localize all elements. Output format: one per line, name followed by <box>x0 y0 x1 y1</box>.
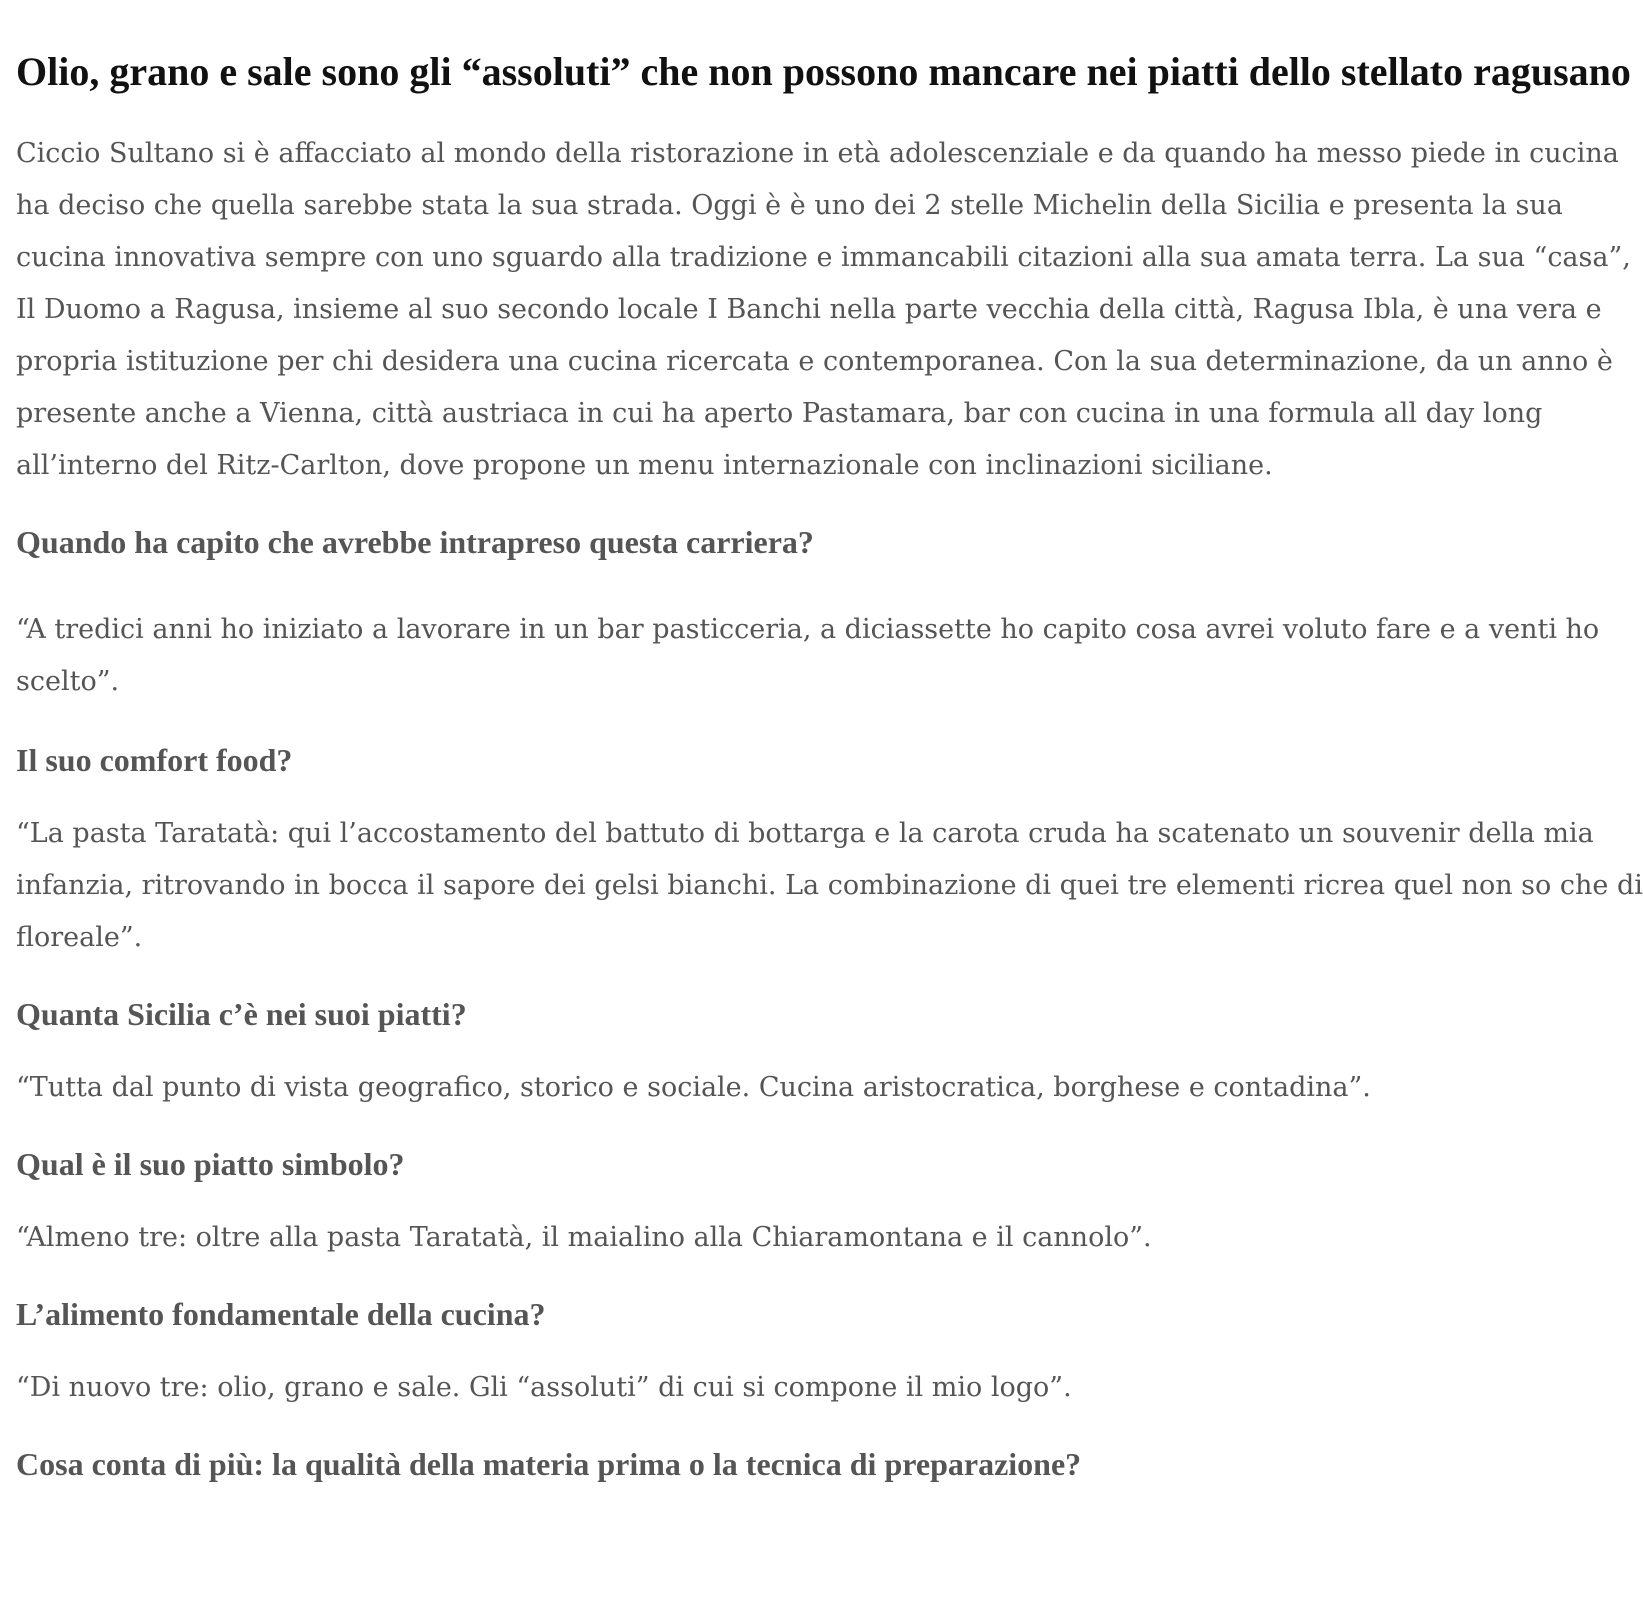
answer-paragraph: “A tredici anni ho iniziato a lavorare in un bar pasticceria, a diciassette ho capito cosa avrei voluto fare e a venti ho scelto”. <box>16 614 1600 697</box>
question-heading: Quanta Sicilia c’è nei suoi piatti? <box>16 996 467 1032</box>
question-heading: Il suo comfort food? <box>16 742 293 778</box>
article <box>16 40 1643 1490</box>
article-intro: Ciccio Sultano si è affacciato al mondo della ristorazione in età adolescenziale e da quando ha messo piede in cucina ha deciso che quella sarebbe stata la sua strada. Oggi è è uno dei 2 stelle Michelin della Sicilia e presenta la sua cucina innovativa sempre con uno sguardo alla tradizione e immancabili citazioni alla sua amata terra. La sua “casa”, Il Duomo a Ragusa, insieme al suo secondo locale I Banchi nella parte vecchia della città, Ragusa Ibla, è una vera e propria istituzione per chi desidera una cucina ricercata e contemporanea. Con la sua determinazione, da un anno è presente anche a Vienna, città austriaca in cui ha aperto Pastamara, bar con cucina in una formula all day long all’interno del Ritz-Carlton, dove propone un menu internazionale con inclinazioni siciliane. <box>16 138 1631 481</box>
article-title: Olio, grano e sale sono gli “assoluti” che non possono mancare nei piatti dello stellato ragusano <box>16 49 1631 94</box>
answer-paragraph: “Di nuovo tre: olio, grano e sale. Gli “assoluti” di cui si compone il mio logo”. <box>16 1372 1072 1403</box>
question-heading: Cosa conta di più: la qualità della materia prima o la tecnica di preparazione? <box>16 1446 1082 1482</box>
answer-paragraph: “Almeno tre: oltre alla pasta Taratatà, il maialino alla Chiaramontana e il cannolo”. <box>16 1222 1152 1253</box>
answer-paragraph: “Tutta dal punto di vista geografico, storico e sociale. Cucina aristocratica, borghese e contadina”. <box>16 1072 1371 1103</box>
question-heading: Qual è il suo piatto simbolo? <box>16 1146 405 1182</box>
question-heading: L’alimento fondamentale della cucina? <box>16 1296 546 1332</box>
answer-paragraph: “La pasta Taratatà: qui l’accostamento del battuto di bottarga e la carota cruda ha scatenato un souvenir della mia infanzia, ritrovando in bocca il sapore dei gelsi bianchi. La combinazione di quei tre elementi ricrea quel non so che di floreale”. <box>16 818 1643 953</box>
question-heading: Quando ha capito che avrebbe intrapreso questa carriera? <box>16 524 814 560</box>
